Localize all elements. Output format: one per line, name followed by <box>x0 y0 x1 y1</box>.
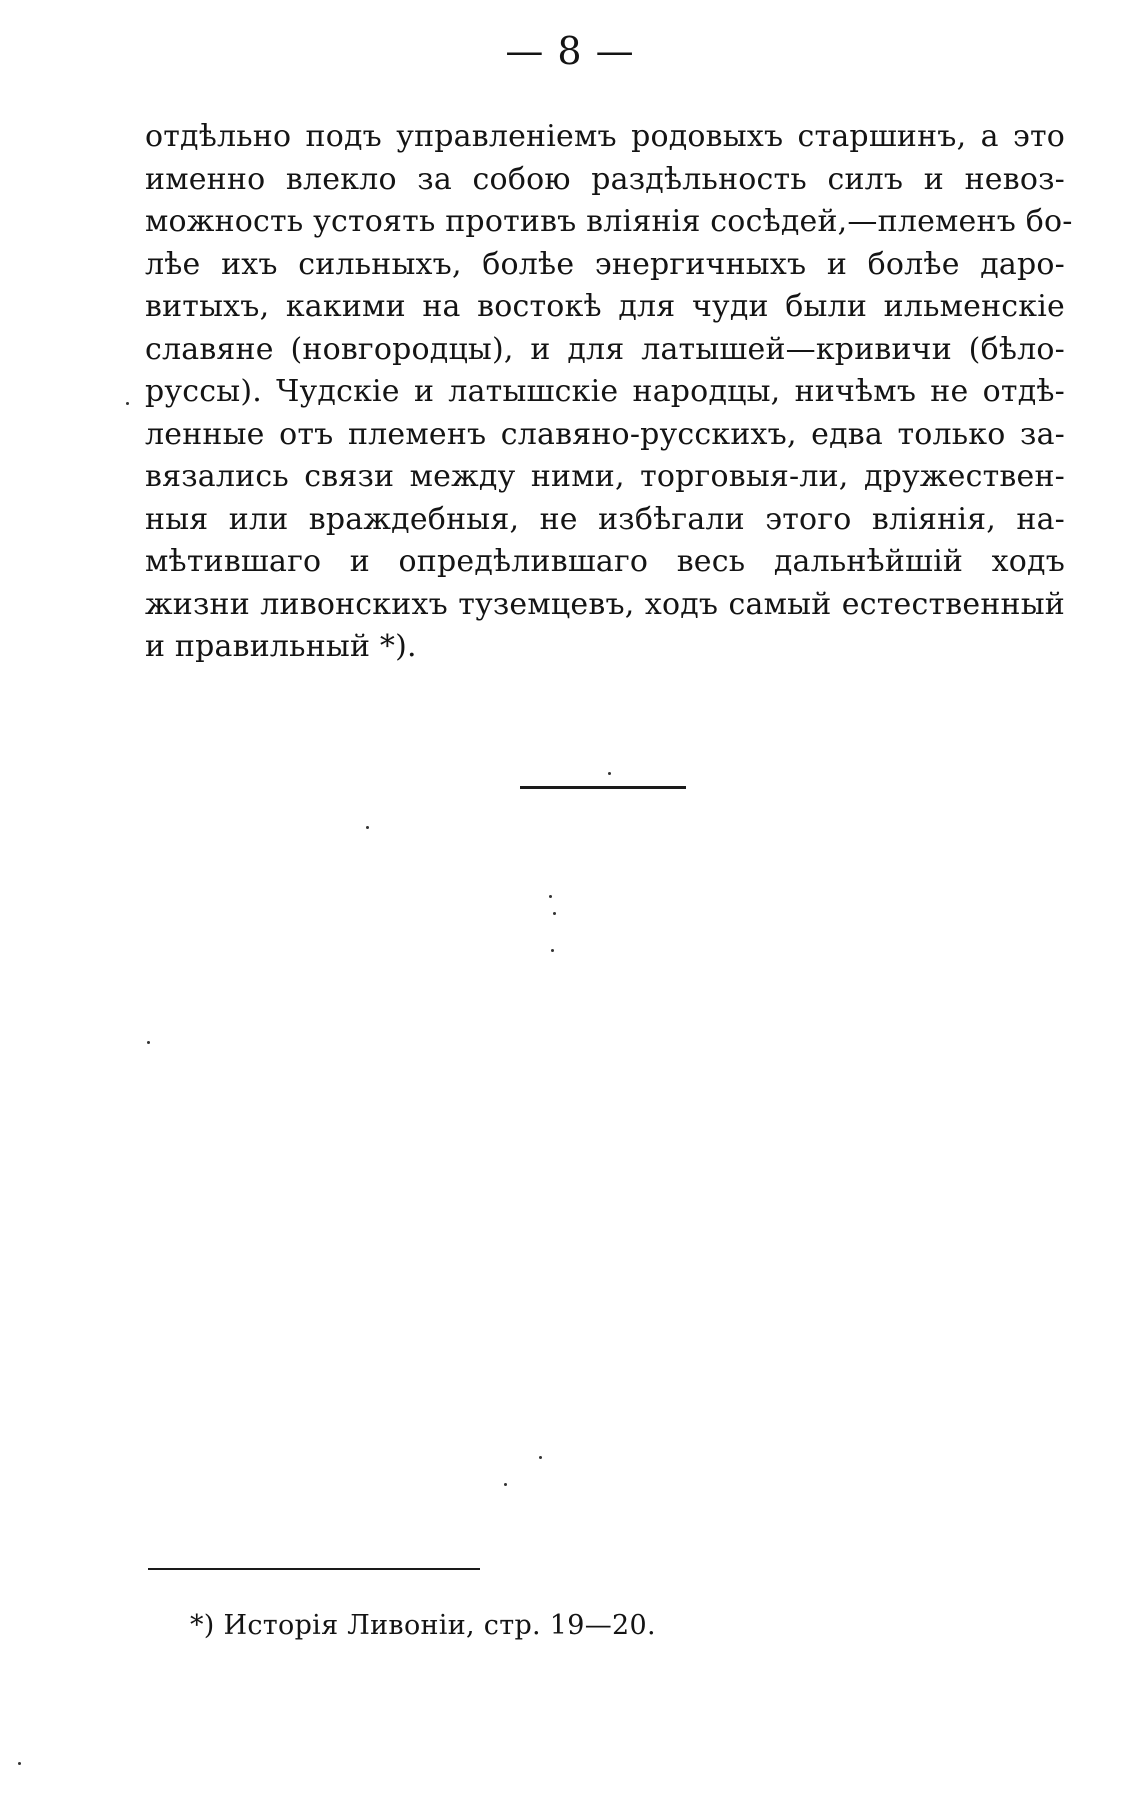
text-line: ныя или враждебныя, не избѣгали этого вліянія, на- <box>145 501 1065 537</box>
scan-speck <box>366 826 369 829</box>
text-line: мѣтившаго и опредѣлившаго весь дальнѣйшій ходъ <box>145 544 1065 579</box>
text-line: можность устоять противъ вліянія сосѣдей,—племенъ бо- <box>145 204 1073 239</box>
scan-speck <box>551 949 554 952</box>
text-line: лѣе ихъ сильныхъ, болѣе энергичныхъ и болѣе даро- <box>145 246 1065 282</box>
section-end-rule <box>520 786 686 789</box>
scan-speck <box>608 772 611 775</box>
scan-speck <box>504 1483 507 1486</box>
text-line: именно влекло за собою раздѣльность силъ и невоз- <box>145 161 1065 197</box>
footnote: *) Исторія Ливоніи, стр. 19—20. <box>190 1610 656 1641</box>
scan-speck <box>553 912 556 915</box>
text-line: отдѣльно подъ управленіемъ родовыхъ старшинъ, а это <box>145 119 1065 154</box>
footnote-rule <box>148 1568 480 1570</box>
text-line: витыхъ, какими на востокѣ для чуди были ильменскіе <box>145 289 1065 324</box>
body-paragraph <box>145 116 1073 669</box>
scan-speck <box>147 1041 150 1044</box>
text-line: ленные отъ племенъ славяно-русскихъ, едва только за- <box>145 416 1065 452</box>
text-line: жизни ливонскихъ туземцевъ, ходъ самый естественный <box>145 586 1065 622</box>
scan-speck <box>18 1762 21 1765</box>
page-number: — 8 — <box>505 29 635 73</box>
scan-speck <box>126 402 129 405</box>
scan-speck <box>539 1456 542 1459</box>
text-line: вязались связи между ними, торговыя-ли, дружествен- <box>145 459 1065 494</box>
scan-speck <box>549 895 552 898</box>
text-line: руссы). Чудскіе и латышскіе народцы, ничѣмъ не отдѣ- <box>145 374 1065 409</box>
text-line: и правильный *). <box>145 629 417 664</box>
text-line: славяне (новгородцы), и для латышей—кривичи (бѣло- <box>145 331 1065 367</box>
